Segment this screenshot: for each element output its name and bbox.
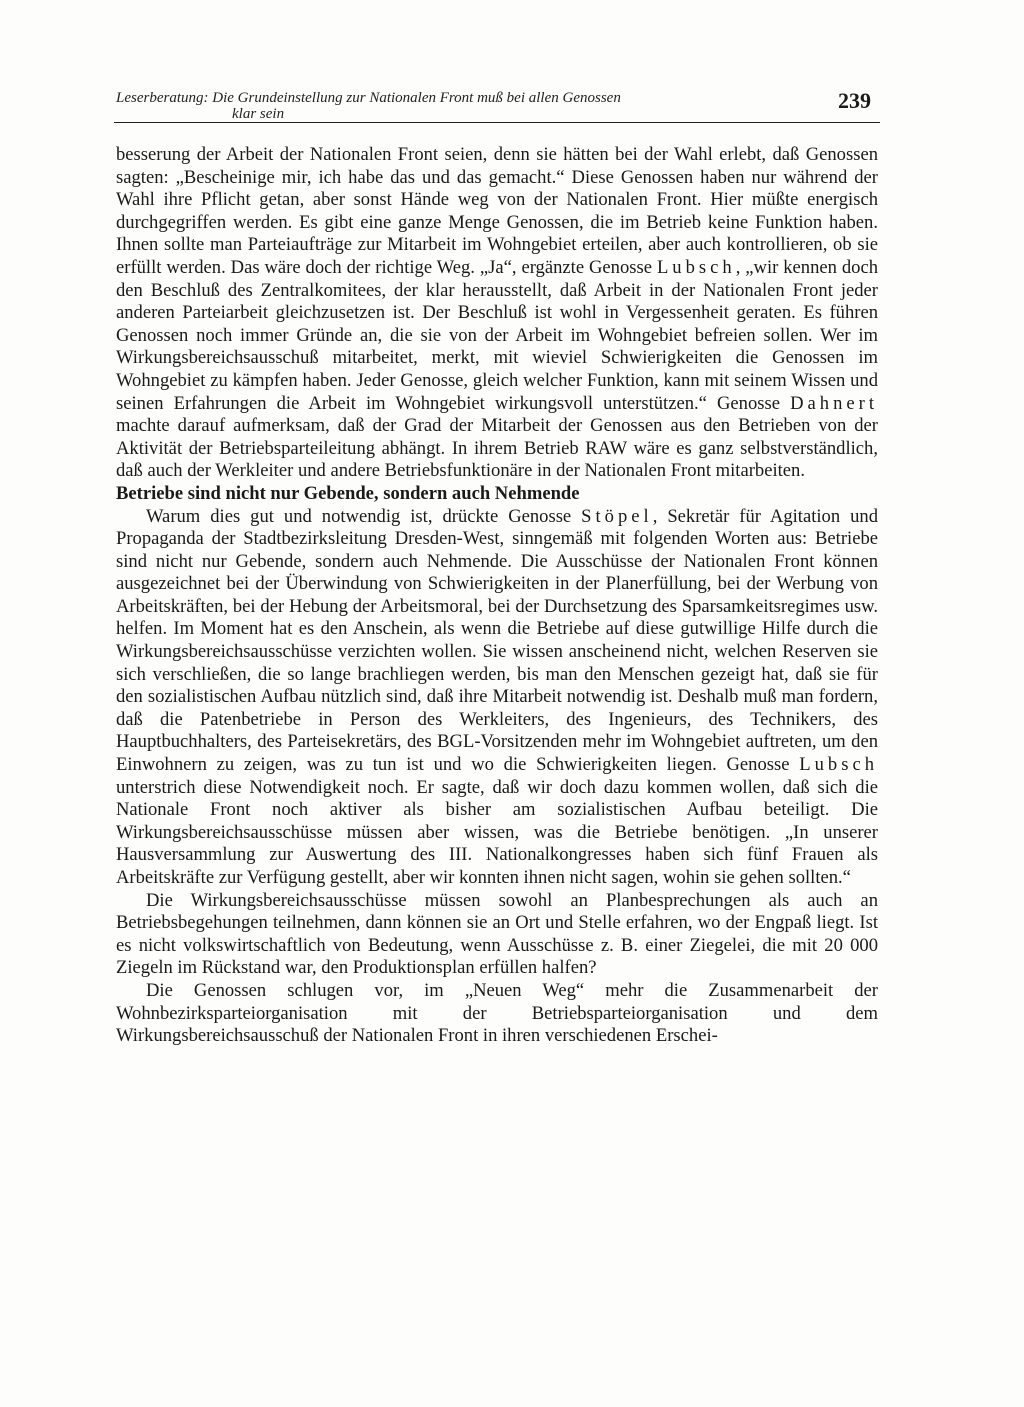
section-heading: Betriebe sind nicht nur Gebende, sondern auch Nehmende	[116, 482, 580, 504]
paragraph-2	[116, 506, 878, 890]
header-rule	[114, 122, 880, 123]
name-stoepel: Stöpel	[581, 505, 653, 527]
name-lubsch-2: Lubsch	[799, 754, 878, 776]
running-head-line-2: klar sein	[232, 106, 285, 122]
page-number: 239	[838, 88, 871, 113]
paragraph-2-part-b: , Sekretär für Agitation und Propaganda der Stadtbezirksleitung Dresden-West, sinngemäß mit folgenden Worten aus: Betriebe sind nicht nur Gebende, sondern auch Nehmende. Die Ausschüsse der Nationalen Front können ausgezeichnet bei der Überwindung von Schwierigkeiten in der Planerfüllung, bei der Werbung von Arbeitskräften, bei der Hebung der Arbeitsmoral, bei der Durchsetzung des Sparsamkeitsregimes usw. helfen. Im Moment hat es den Anschein, als wenn die Betriebe auf diese gutwillige Hilfe durch die Wirkungsbereichsausschüsse verzichten wollen. Sie wissen anscheinend nicht, welchen Reserven sie sich verschließen, die so lange brachliegen werden, bis man den Menschen gezeigt hat, daß sie für den sozialistischen Aufbau nützlich sind, daß ihre Mitarbeit notwendig ist. Deshalb muß man fordern, daß die Patenbetriebe in Person des Werkleiters, des Ingenieurs, des Technikers, des Hauptbuchhalters, des Parteisekretärs, des BGL-Vorsitzenden mehr im Wohngebiet auftreten, um den Einwohnern zu zeigen, was zu tun ist und wo die Schwierigkeiten liegen. Genosse	[116, 505, 878, 776]
paragraph-1	[116, 144, 878, 483]
paragraph-2-part-c: unterstrich diese Notwendigkeit noch. Er sagte, daß wir doch dazu kommen wollen, daß sich die Nationale Front noch aktiver als bisher am sozialistischen Aufbau beteiligt. Die Wirkungsbereichsausschüsse müssen aber wissen, was die Betriebe benötigen. „In unserer Hausversammlung zur Auswertung des III. Nationalkongresses haben sich fünf Frauen als Arbeitskräfte zur Verfügung gestellt, aber wir konnten ihnen nicht sagen, wohin sie gehen sollten.“	[116, 776, 878, 888]
paragraph-1-part-c: machte darauf aufmerksam, daß der Grad der Mitarbeit der Genossen aus den Betrieben von der Aktivität der Betriebsparteileitung abhängt. In ihrem Betrieb RAW wäre es ganz selbstverständlich, daß auch der Werkleiter und andere Betriebsfunktionäre in der Nationalen Front mitarbeiten.	[116, 415, 878, 482]
running-head	[116, 90, 756, 122]
name-lubsch: Lubsch	[656, 256, 736, 278]
paragraph-1-part-a: besserung der Arbeit der Nationalen Front seien, denn sie hätten bei der Wahl erlebt, daß Genossen sagten: „Bescheinige mir, ich habe das und das gemacht.“ Diese Genossen haben nur während der Wahl ihre Pflicht getan, aber sonst Hände weg von der Nationalen Front. Hier müßte energisch durchgegriffen werden. Es gibt eine ganze Menge Genossen, die im Betrieb keine Funktion haben. Ihnen sollte man Parteiaufträge zur Mitarbeit im Wohngebiet erteilen, aber auch kontrollieren, ob sie erfüllt werden. Das wäre doch der richtige Weg. „Ja“, ergänzte Genosse	[116, 144, 878, 278]
name-dahnert: Dahnert	[790, 392, 878, 414]
paragraph-1-part-b: , „wir kennen doch den Beschluß des Zentralkomitees, der klar herausstellt, daß Arbeit in der Nationalen Front jeder anderen Parteiarbeit gleichzusetzen ist. Der Beschluß ist wohl in Vergessenheit geraten. Es führen Genossen noch immer Gründe an, die sie von der Arbeit im Wohngebiet befreien sollen. Wer im Wirkungsbereichsausschuß mitarbeitet, merkt, mit wieviel Schwierigkeiten die Genossen im Wohngebiet zu kämpfen haben. Jeder Genosse, gleich welcher Funktion, kann mit seinem Wissen und seinen Erfahrungen die Arbeit im Wohngebiet wirkungsvoll unterstützen.“ Genosse	[116, 256, 878, 414]
paragraph-2-part-a: Warum dies gut und notwendig ist, drückte Genosse	[146, 505, 582, 527]
paragraph-3: Die Wirkungsbereichsausschüsse müssen sowohl an Planbesprechungen als auch an Betriebsbegehungen teilnehmen, dann können sie an Ort und Stelle erfahren, wo der Engpaß liegt. Ist es nicht volkswirtschaftlich von Bedeutung, wenn Ausschüsse z. B. einer Ziegelei, die mit 20 000 Ziegeln im Rückstand war, den Produktionsplan erfüllen halfen?	[116, 889, 878, 979]
paragraph-4: Die Genossen schlugen vor, im „Neuen Weg“ mehr die Zusammenarbeit der Wohnbezirksparteiorganisation mit der Betriebsparteiorganisation und dem Wirkungsbereichsausschuß der Nationalen Front in ihren verschiedenen Erschei-	[116, 979, 878, 1047]
body-text	[116, 144, 878, 1048]
running-head-line-1: Leserberatung: Die Grundeinstellung zur Nationalen Front muß bei allen Genossen	[116, 90, 621, 106]
